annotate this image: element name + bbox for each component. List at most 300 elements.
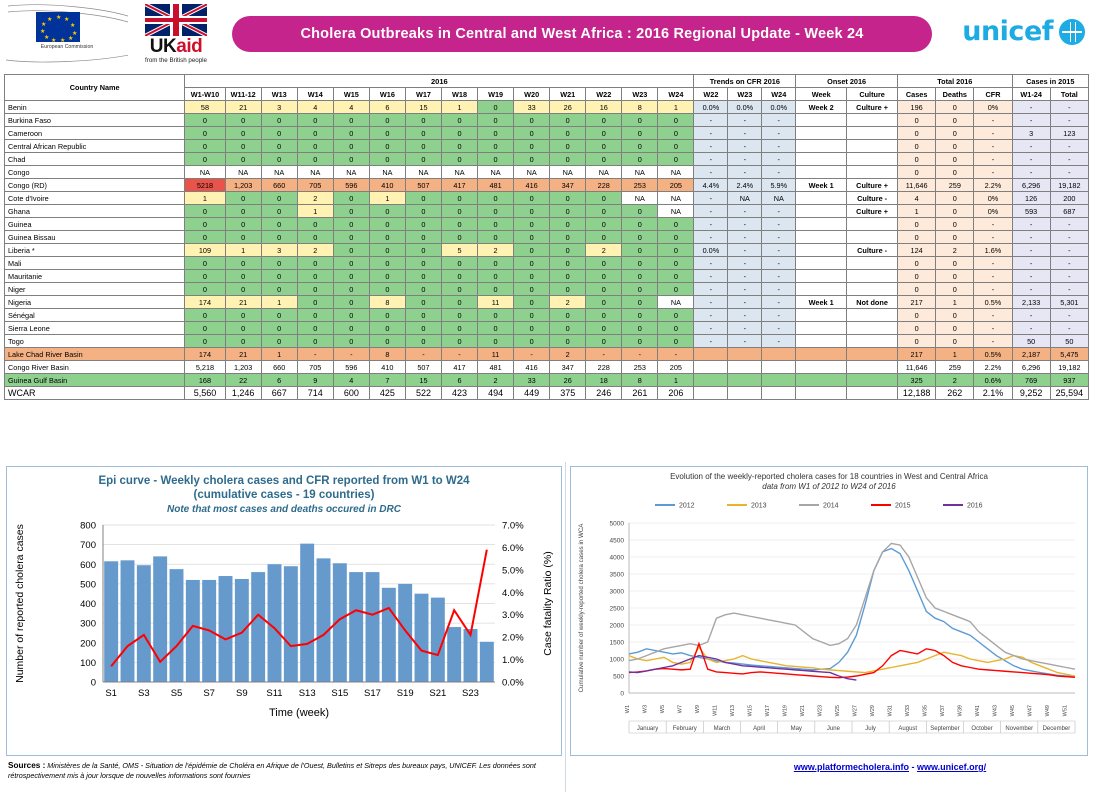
week-cell: 2: [297, 192, 333, 205]
report-title-banner: [232, 16, 932, 52]
header-week-W1-W10: W1-W10: [185, 88, 225, 101]
basin-summary-row: [5, 348, 1089, 361]
week-cell: 0: [441, 231, 477, 244]
country-name-cell: Cote d'Ivoire: [5, 192, 185, 205]
onset-culture-cell: [847, 218, 898, 231]
wcar-week-cell: 494: [478, 387, 514, 400]
x-tick-label: S13: [298, 687, 316, 699]
basin-onset-cell: [796, 374, 847, 387]
trend-cell: -: [694, 283, 728, 296]
week-cell: 5: [441, 244, 477, 257]
cases-2015-cell: -: [1012, 244, 1050, 257]
basin-week-cell: 5,218: [185, 361, 225, 374]
trend-cell: -: [694, 153, 728, 166]
bar: [398, 584, 412, 682]
wcar-week-cell: 667: [261, 387, 297, 400]
week-cell: 0: [333, 140, 369, 153]
total-cell: 0: [936, 205, 974, 218]
week-cell: 596: [333, 179, 369, 192]
trend-cell: -: [694, 270, 728, 283]
onset-culture-cell: [847, 114, 898, 127]
header-week-W17: W17: [405, 88, 441, 101]
basin-week-cell: 205: [658, 361, 694, 374]
week-cell: 0: [225, 218, 261, 231]
week-cell: 0: [586, 231, 622, 244]
onset-culture-cell: Not done: [847, 296, 898, 309]
basin-trend-cell: [728, 348, 762, 361]
week-cell: 0: [586, 114, 622, 127]
week-cell: 0: [185, 231, 225, 244]
basin-summary-row: [5, 374, 1089, 387]
cases-2015-cell: -: [1012, 114, 1050, 127]
basin-total-cell: 0.5%: [974, 348, 1012, 361]
week-cell: 0: [550, 218, 586, 231]
cases-2015-cell: 6,296: [1012, 179, 1050, 192]
table-row: [5, 296, 1089, 309]
trend-cell: -: [728, 166, 762, 179]
country-name-cell: Chad: [5, 153, 185, 166]
trend-cell: -: [762, 335, 796, 348]
total-cell: 2: [936, 244, 974, 257]
trend-cell: -: [694, 296, 728, 309]
week-cell: 0: [622, 140, 658, 153]
week-cell: 0: [297, 127, 333, 140]
cases-2015-cell: -: [1012, 309, 1050, 322]
cases-2015-cell: 19,182: [1050, 179, 1088, 192]
week-cell: 0: [185, 153, 225, 166]
wcar-week-cell: 600: [333, 387, 369, 400]
onset-week-cell: [796, 192, 847, 205]
total-cell: 0: [898, 335, 936, 348]
week-cell: 0: [586, 309, 622, 322]
trend-cell: -: [762, 283, 796, 296]
basin-week-cell: -: [441, 348, 477, 361]
header-onset-culture: Culture: [847, 88, 898, 101]
y2-tick-label: 7.0%: [502, 520, 524, 532]
week-cell: 0: [550, 309, 586, 322]
epi-curve-title: Epi curve - Weekly cholera cases and CFR reported from W1 to W24: [98, 475, 470, 487]
country-name-cell: Mali: [5, 257, 185, 270]
week-cell: 4: [297, 101, 333, 114]
x-tick-label: W23: [817, 704, 824, 717]
basin-week-cell: -: [622, 348, 658, 361]
country-name-cell: Mauritanie: [5, 270, 185, 283]
cases-2015-cell: -: [1012, 101, 1050, 114]
total-cell: 0: [936, 153, 974, 166]
week-cell: 0: [550, 140, 586, 153]
week-cell: 0: [514, 231, 550, 244]
header-week-W20: W20: [514, 88, 550, 101]
total-cell: 0: [936, 166, 974, 179]
week-cell: 0: [369, 140, 405, 153]
country-name-cell: Benin: [5, 101, 185, 114]
basin-name-cell: Lake Chad River Basin: [5, 348, 185, 361]
week-cell: 0: [478, 257, 514, 270]
basin-week-cell: 6: [441, 374, 477, 387]
onset-culture-cell: Culture -: [847, 192, 898, 205]
week-cell: 0: [405, 309, 441, 322]
x-tick-label: S9: [236, 687, 248, 699]
x-tick-label: W35: [922, 704, 929, 717]
week-cell: 0: [225, 140, 261, 153]
x-tick-label: W49: [1044, 704, 1051, 717]
globe-icon: [1059, 19, 1085, 45]
total-cell: 0: [936, 127, 974, 140]
basin-week-cell: 22: [225, 374, 261, 387]
total-cell: 2.2%: [974, 179, 1012, 192]
total-cell: -: [974, 283, 1012, 296]
trend-cell: -: [728, 270, 762, 283]
week-cell: 174: [185, 296, 225, 309]
basin-week-cell: 416: [514, 361, 550, 374]
basin-week-cell: 1: [261, 348, 297, 361]
week-cell: 0: [405, 231, 441, 244]
onset-culture-cell: [847, 257, 898, 270]
week-cell: 0: [622, 270, 658, 283]
week-cell: 0: [333, 231, 369, 244]
wcar-week-cell: 206: [658, 387, 694, 400]
total-cell: -: [974, 114, 1012, 127]
total-cell: -: [974, 153, 1012, 166]
x-tick-label: S1: [105, 687, 117, 699]
week-cell: 0: [261, 257, 297, 270]
trend-cell: -: [762, 270, 796, 283]
x-tick-label: W27: [852, 704, 859, 717]
week-cell: 0: [586, 205, 622, 218]
y-tick-label: 3000: [609, 588, 624, 596]
basin-week-cell: 168: [185, 374, 225, 387]
table-row: [5, 335, 1089, 348]
total-cell: 0: [936, 270, 974, 283]
total-cell: -: [974, 257, 1012, 270]
week-cell: 0: [658, 283, 694, 296]
week-cell: 0: [297, 335, 333, 348]
cfr-line: [111, 549, 487, 666]
x-tick-label: W45: [1009, 704, 1016, 717]
week-cell: NA: [225, 166, 261, 179]
week-cell: 0: [622, 231, 658, 244]
week-cell: 0: [514, 322, 550, 335]
week-cell: 205: [658, 179, 694, 192]
week-cell: NA: [658, 205, 694, 218]
table-row: [5, 140, 1089, 153]
week-cell: 0: [441, 270, 477, 283]
bar: [317, 558, 331, 682]
y2-tick-label: 2.0%: [502, 632, 524, 644]
cases-2015-cell: -: [1050, 114, 1088, 127]
week-cell: 4: [333, 101, 369, 114]
cases-2015-cell: -: [1050, 270, 1088, 283]
country-name-cell: Ghana: [5, 205, 185, 218]
cases-2015-cell: -: [1012, 166, 1050, 179]
week-cell: 0: [405, 127, 441, 140]
basin-trend-cell: [762, 374, 796, 387]
total-cell: 0: [898, 231, 936, 244]
cases-2015-cell: -: [1012, 283, 1050, 296]
week-cell: NA: [586, 166, 622, 179]
week-cell: 0: [369, 244, 405, 257]
week-cell: 0: [369, 270, 405, 283]
week-cell: NA: [622, 166, 658, 179]
unicef-wordmark: unicef: [962, 16, 1053, 47]
x-tick-label: W25: [834, 704, 841, 717]
week-cell: 2: [550, 296, 586, 309]
header-trend-W24: W24: [762, 88, 796, 101]
week-cell: 0: [622, 322, 658, 335]
week-cell: 15: [405, 101, 441, 114]
basin-week-cell: 18: [586, 374, 622, 387]
week-cell: 0: [185, 127, 225, 140]
trend-cell: -: [762, 296, 796, 309]
week-cell: 0: [261, 114, 297, 127]
wcar-blank-cell: [728, 387, 762, 400]
week-cell: 0: [658, 114, 694, 127]
week-cell: 0: [185, 114, 225, 127]
week-cell: 705: [297, 179, 333, 192]
y2-tick-label: 4.0%: [502, 587, 524, 599]
week-cell: 0: [514, 127, 550, 140]
week-cell: 0: [514, 270, 550, 283]
header-total-deaths: Deaths: [936, 88, 974, 101]
cases-2015-cell: -: [1012, 218, 1050, 231]
x-tick-label: S15: [331, 687, 349, 699]
trend-cell: 0.0%: [728, 101, 762, 114]
cases-2015-cell: 3: [1012, 127, 1050, 140]
week-cell: 347: [550, 179, 586, 192]
trend-cell: 2.4%: [728, 179, 762, 192]
basin-week-cell: 1,203: [225, 361, 261, 374]
week-cell: NA: [185, 166, 225, 179]
trend-cell: -: [694, 218, 728, 231]
y-tick-label: 5000: [609, 520, 624, 528]
week-cell: 1: [658, 101, 694, 114]
onset-culture-cell: [847, 127, 898, 140]
week-cell: 0: [405, 270, 441, 283]
total-cell: 0: [936, 101, 974, 114]
trend-cell: -: [694, 166, 728, 179]
week-cell: 1: [369, 192, 405, 205]
onset-culture-cell: [847, 335, 898, 348]
y-tick-label: 0: [90, 677, 96, 689]
onset-week-cell: [796, 231, 847, 244]
epi-curve-note: Note that most cases and deaths occured in DRC: [167, 503, 401, 515]
cases-2015-cell: -: [1012, 270, 1050, 283]
ukaid-tagline: from the British people: [145, 57, 207, 64]
week-cell: 0: [333, 257, 369, 270]
week-cell: 0: [297, 309, 333, 322]
sources-text: Ministères de la Santé, OMS - Situation de l'épidémie de Choléra en Afrique de l'Ouest, Bulletins et Sitreps des bureaux pays, UNICEF. Les données sont rétrospectivement mis à jour lorsque de nouvelles informations sont fournies: [8, 761, 536, 781]
onset-week-cell: Week 2: [796, 101, 847, 114]
x-tick-label: W3: [642, 704, 649, 714]
basin-total-cell: 2.2%: [974, 361, 1012, 374]
week-cell: 0: [441, 335, 477, 348]
table-row: [5, 101, 1089, 114]
table-row: [5, 114, 1089, 127]
week-cell: 0: [333, 153, 369, 166]
week-cell: 0: [405, 244, 441, 257]
total-cell: -: [974, 166, 1012, 179]
week-cell: 0: [550, 205, 586, 218]
week-cell: 33: [514, 101, 550, 114]
trend-cell: -: [728, 283, 762, 296]
basin-2015-cell: 937: [1050, 374, 1088, 387]
x-tick-label: W7: [677, 704, 684, 714]
week-cell: 0: [586, 127, 622, 140]
y-tick-label: 400: [80, 598, 96, 610]
week-cell: 1: [225, 244, 261, 257]
onset-week-cell: [796, 218, 847, 231]
week-cell: 0: [514, 257, 550, 270]
x-tick-label: S7: [203, 687, 215, 699]
week-cell: 0: [225, 322, 261, 335]
cases-2015-cell: -: [1050, 257, 1088, 270]
trend-cell: -: [728, 218, 762, 231]
week-cell: 0: [297, 283, 333, 296]
week-cell: 0: [405, 322, 441, 335]
header-group-cases2015: Cases in 2015: [1012, 75, 1088, 88]
week-cell: 0: [369, 322, 405, 335]
week-cell: 0: [333, 335, 369, 348]
bar: [219, 576, 233, 682]
total-cell: 0: [936, 192, 974, 205]
total-cell: -: [974, 218, 1012, 231]
week-cell: 0: [369, 283, 405, 296]
platformecholera-link[interactable]: www.platformecholera.info: [793, 762, 909, 772]
month-label: January: [636, 725, 659, 732]
basin-week-cell: 507: [405, 361, 441, 374]
month-label: April: [753, 725, 766, 732]
basin-week-cell: 9: [297, 374, 333, 387]
cases-2015-cell: -: [1050, 244, 1088, 257]
onset-week-cell: [796, 322, 847, 335]
week-cell: 0: [333, 322, 369, 335]
week-cell: 0: [658, 231, 694, 244]
onset-culture-cell: [847, 283, 898, 296]
week-cell: NA: [333, 166, 369, 179]
basin-week-cell: 11: [478, 348, 514, 361]
x-tick-label: W39: [957, 704, 964, 717]
country-name-cell: Sénégal: [5, 309, 185, 322]
week-cell: 8: [622, 101, 658, 114]
header-week-W21: W21: [550, 88, 586, 101]
header-week-W24: W24: [658, 88, 694, 101]
week-cell: 0: [586, 296, 622, 309]
week-cell: 5218: [185, 179, 225, 192]
wcar-total-row: [5, 387, 1089, 400]
week-cell: 416: [514, 179, 550, 192]
cases-2015-cell: -: [1050, 166, 1088, 179]
basin-week-cell: -: [658, 348, 694, 361]
header-week-W11-12: W11-12: [225, 88, 261, 101]
wcar-2015-cell: 25,594: [1050, 387, 1088, 400]
week-cell: 0: [333, 218, 369, 231]
total-cell: 0: [936, 140, 974, 153]
cases-2015-cell: -: [1012, 257, 1050, 270]
week-cell: 0: [658, 127, 694, 140]
trend-cell: -: [694, 192, 728, 205]
evolution-chart-title: Evolution of the weekly-reported cholera cases for 18 countries in West and Central Africa: [670, 472, 988, 481]
trend-cell: -: [762, 153, 796, 166]
trend-cell: -: [762, 166, 796, 179]
week-cell: 0: [405, 205, 441, 218]
total-cell: 0: [898, 309, 936, 322]
wcar-week-cell: 261: [622, 387, 658, 400]
header-week-W23: W23: [622, 88, 658, 101]
trend-cell: -: [762, 322, 796, 335]
cases-2015-cell: -: [1050, 218, 1088, 231]
week-cell: 0: [333, 114, 369, 127]
trend-cell: 0.0%: [694, 101, 728, 114]
week-cell: NA: [297, 166, 333, 179]
week-cell: 0: [586, 270, 622, 283]
wcar-week-cell: 714: [297, 387, 333, 400]
total-cell: 196: [898, 101, 936, 114]
week-cell: 0: [369, 114, 405, 127]
cases-2015-cell: -: [1012, 153, 1050, 166]
week-cell: NA: [658, 192, 694, 205]
month-label: September: [930, 725, 960, 732]
wcar-week-cell: 246: [586, 387, 622, 400]
table-row: [5, 244, 1089, 257]
week-cell: 410: [369, 179, 405, 192]
week-cell: 0: [185, 205, 225, 218]
total-cell: -: [974, 140, 1012, 153]
trend-cell: -: [728, 153, 762, 166]
cases-2015-cell: -: [1012, 140, 1050, 153]
total-cell: 0: [898, 257, 936, 270]
trend-cell: -: [728, 335, 762, 348]
week-cell: 0: [185, 283, 225, 296]
basin-onset-cell: [847, 348, 898, 361]
x-tick-label: W29: [869, 704, 876, 717]
bar: [366, 572, 380, 682]
week-cell: 21: [225, 296, 261, 309]
week-cell: 2: [297, 244, 333, 257]
week-cell: 16: [586, 101, 622, 114]
unicef-link[interactable]: www.unicef.org/: [917, 762, 987, 772]
basin-total-cell: 1: [936, 348, 974, 361]
cases-2015-cell: 126: [1012, 192, 1050, 205]
week-cell: 0: [185, 140, 225, 153]
basin-total-cell: 11,646: [898, 361, 936, 374]
week-cell: 0: [478, 283, 514, 296]
week-cell: 0: [405, 296, 441, 309]
week-cell: 0: [405, 192, 441, 205]
week-cell: 0: [478, 192, 514, 205]
week-cell: 0: [405, 257, 441, 270]
week-cell: 0: [441, 127, 477, 140]
trend-cell: 0.0%: [694, 244, 728, 257]
epi-curve-chart-panel: [6, 466, 562, 756]
week-cell: 21: [225, 101, 261, 114]
week-cell: 0: [225, 283, 261, 296]
country-name-cell: Niger: [5, 283, 185, 296]
country-name-cell: Guinea Bissau: [5, 231, 185, 244]
total-cell: 1: [936, 296, 974, 309]
table-row: [5, 218, 1089, 231]
basin-week-cell: 1: [658, 374, 694, 387]
basin-name-cell: Guinea Gulf Basin: [5, 374, 185, 387]
y-tick-label: 2000: [609, 622, 624, 630]
header-week-W14: W14: [297, 88, 333, 101]
country-name-cell: Nigeria: [5, 296, 185, 309]
y2-tick-label: 3.0%: [502, 609, 524, 621]
week-cell: 0: [333, 270, 369, 283]
table-row: [5, 322, 1089, 335]
onset-week-cell: [796, 283, 847, 296]
total-cell: 0: [936, 322, 974, 335]
week-cell: 0: [369, 205, 405, 218]
